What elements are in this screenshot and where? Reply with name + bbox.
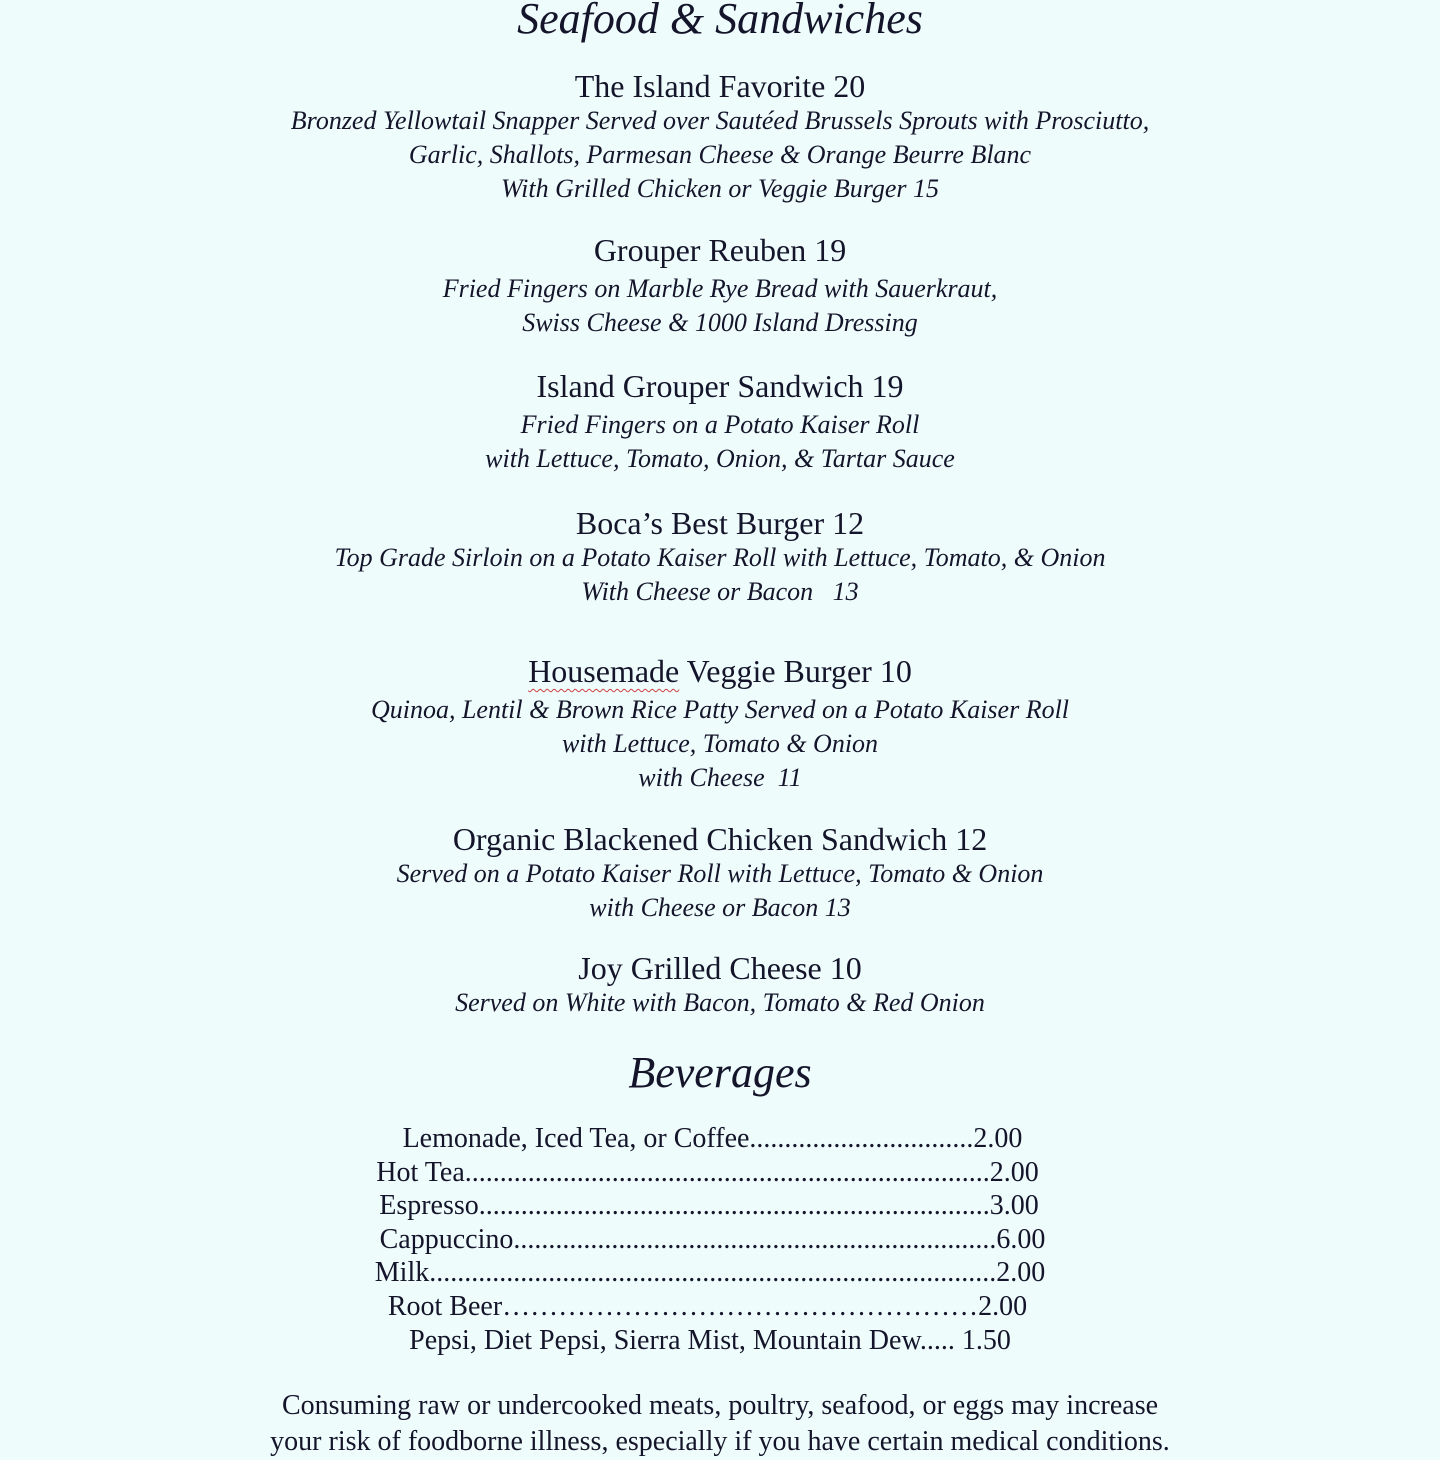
menu-item-veggie-burger — [0, 653, 1440, 795]
menu-item-bocas-best-burger — [0, 505, 1440, 609]
item-name — [0, 653, 1440, 689]
beverage-row: Pepsi, Diet Pepsi, Sierra Mist, Mountain Dew..... 1.50 — [409, 1324, 1011, 1356]
item-name: Organic Blackened Chicken Sandwich 12 — [452, 821, 988, 857]
notice-line: Consuming raw or undercooked meats, poultry, seafood, or eggs may increase — [281, 1390, 1159, 1421]
item-description-line: with Lettuce, Tomato & Onion — [561, 729, 879, 758]
item-name: Boca’s Best Burger 12 — [575, 505, 865, 541]
item-description-line: Swiss Cheese & 1000 Island Dressing — [522, 308, 918, 337]
beverage-row: Root Beer……………………………………………2.00 — [387, 1290, 1028, 1322]
beverage-row: Espresso.........................................................................3.00 — [379, 1190, 1039, 1222]
item-description-line: With Grilled Chicken or Veggie Burger 15 — [500, 174, 940, 203]
item-description-line: with Lettuce, Tomato, Onion, & Tartar Sauce — [485, 444, 955, 473]
item-description-line: with Cheese or Bacon 13 — [589, 893, 851, 922]
item-name: Grouper Reuben 19 — [593, 232, 847, 268]
beverage-list — [0, 1122, 1440, 1357]
item-description-line: with Cheese 11 — [638, 763, 802, 792]
notice-line: your risk of foodborne illness, especially if you have certain medical conditions. — [270, 1426, 1170, 1457]
item-description-line: Served on a Potato Kaiser Roll with Lettuce, Tomato & Onion — [396, 859, 1044, 888]
food-safety-notice — [0, 1388, 1440, 1460]
menu-item-island-favorite — [0, 68, 1440, 206]
item-name-part: Housemade — [528, 653, 680, 689]
item-description-line: Fried Fingers on Marble Rye Bread with Sauerkraut, — [442, 274, 998, 303]
item-description-line: Top Grade Sirloin on a Potato Kaiser Roll with Lettuce, Tomato, & Onion — [334, 543, 1106, 572]
item-description-line: Garlic, Shallots, Parmesan Cheese & Orange Beurre Blanc — [408, 140, 1032, 169]
menu-item-grilled-cheese — [0, 950, 1440, 1020]
beverage-row: Milk.................................................................................2.00 — [374, 1257, 1046, 1289]
item-name: Island Grouper Sandwich 19 — [536, 368, 904, 404]
menu-item-blackened-chicken — [0, 821, 1440, 925]
item-description-line: With Cheese or Bacon 13 — [581, 577, 859, 606]
item-name: Joy Grilled Cheese 10 — [578, 950, 862, 986]
item-name: The Island Favorite 20 — [574, 68, 866, 104]
item-name-part: Veggie Burger 10 — [679, 653, 912, 689]
item-description-line: Bronzed Yellowtail Snapper Served over Sautéed Brussels Sprouts with Prosciutto, — [290, 106, 1150, 135]
beverage-row: Lemonade, Iced Tea, or Coffee................................2.00 — [402, 1123, 1023, 1154]
item-description-line: Quinoa, Lentil & Brown Rice Patty Served on a Potato Kaiser Roll — [370, 695, 1070, 724]
item-description-line: Served on White with Bacon, Tomato & Red Onion — [455, 988, 985, 1017]
beverage-row: Cappuccino.....................................................................6.00 — [379, 1223, 1046, 1255]
menu-item-grouper-reuben — [0, 232, 1440, 340]
item-description-line: Fried Fingers on a Potato Kaiser Roll — [520, 410, 920, 439]
beverage-row: Hot Tea...........................................................................2.00 — [376, 1156, 1039, 1188]
section-title-beverages: Beverages — [628, 1048, 812, 1097]
section-title-seafood: Seafood & Sandwiches — [517, 0, 923, 43]
menu-item-island-grouper-sandwich — [0, 368, 1440, 476]
